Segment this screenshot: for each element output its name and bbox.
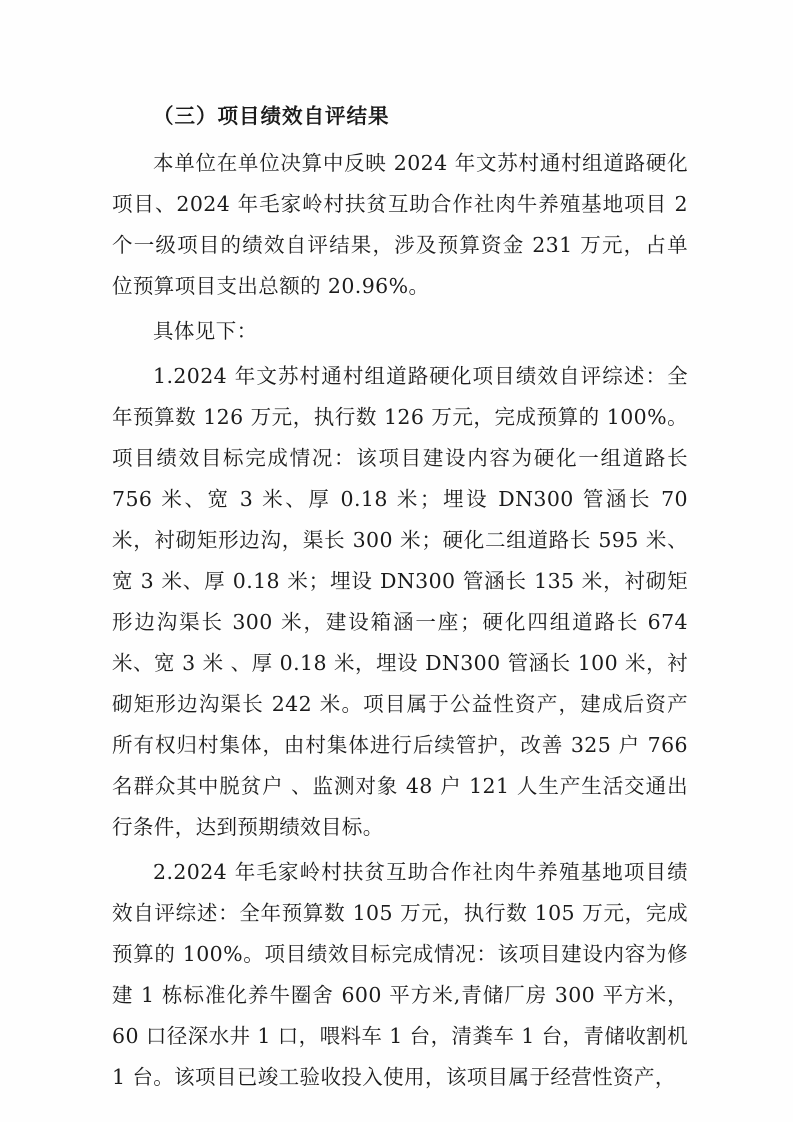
paragraph-summary: 本单位在单位决算中反映 2024 年文苏村通村组道路硬化项目、2024 年毛家岭村扶贫互助合作社肉牛养殖基地项目 2 个一级项目的绩效自评结果，涉及预算资金 231 万元，占单位预算项目支出总额的 20.96%。 (112, 151, 688, 298)
paragraph-details-lead: 具体见下： (153, 319, 258, 343)
paragraph-project-1: 1.2024 年文苏村通村组道路硬化项目绩效自评综述：全年预算数 126 万元，执行数 126 万元，完成预算的 100%。项目绩效目标完成情况：该项目建设内容为硬化一组道路长 756 米、宽 3 米、厚 0.18 米；埋设 DN300 管涵长 70 米，衬砌矩形边沟，渠长 300 米；硬化二组道路长 595 米、宽 3 米、厚 0.18 米；埋设 DN300 管涵长 135 米，衬砌矩形边沟渠长 300 米，建设箱涵一座；硬化四组道路长 674 米、宽 3 米 、厚 0.18 米，埋设 DN300 管涵长 100 米，衬砌矩形边沟渠长 242 米。项目属于公益性资产，建成后资产所有权归村集体，由村集体进行后续管护，改善 325 户 766 名群众其中脱贫户 、监测对象 48 户 121 人生产生活交通出行条件，达到预期绩效目标。 (112, 364, 688, 839)
paragraph-project-2: 2.2024 年毛家岭村扶贫互助合作社肉牛养殖基地项目绩效自评综述：全年预算数 105 万元，执行数 105 万元，完成预算的 100%。项目绩效目标完成情况：该项目建设内容为修建 1 栋标准化养牛圈舍 600 平方米,青储厂房 300 平方米，60 口径深水井 1 口，喂料车 1 台，清粪车 1 台，青储收割机 1 台。该项目已竣工验收投入使用，该项目属于经营性资产， (112, 860, 688, 1089)
document-body (112, 96, 688, 1098)
section-heading: （三）项目绩效自评结果 (153, 104, 390, 128)
